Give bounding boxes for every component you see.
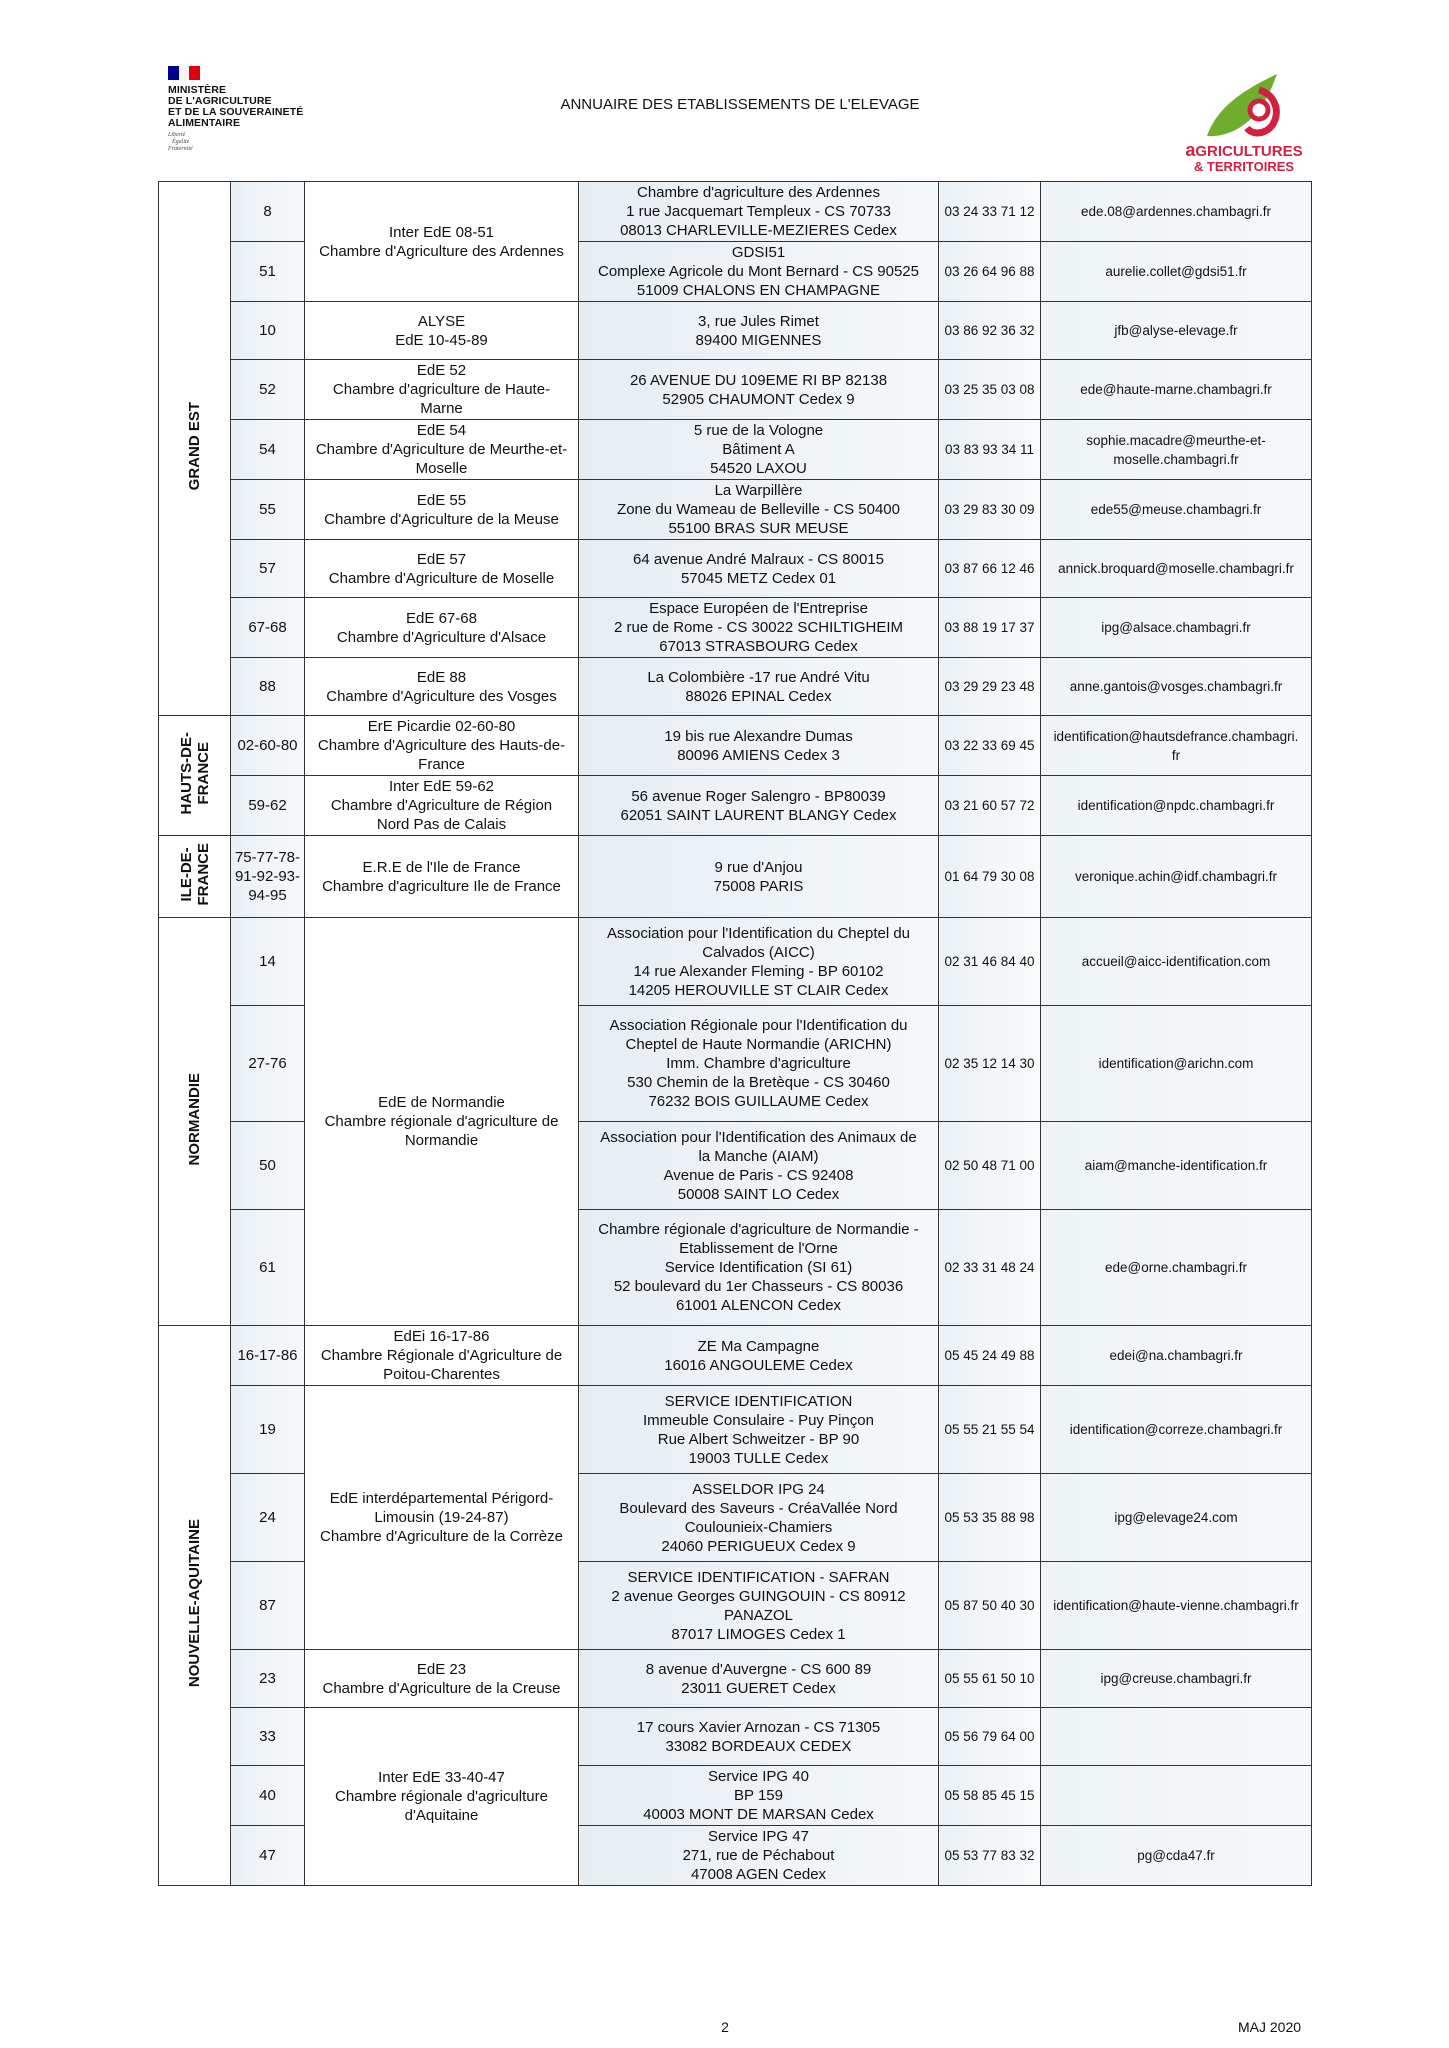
email-address: anne.gantois@vosges.chambagri.fr xyxy=(1041,658,1312,716)
address: SERVICE IDENTIFICATION Immeuble Consulaire - Puy Pinçon Rue Albert Schweitzer - BP 90 19003 TULLE Cedex xyxy=(579,1386,939,1474)
address: 8 avenue d'Auvergne - CS 600 89 23011 GUERET Cedex xyxy=(579,1650,939,1708)
table-row xyxy=(159,716,1312,776)
email-address: aiam@manche-identification.fr xyxy=(1041,1122,1312,1210)
email-address: ede@haute-marne.chambagri.fr xyxy=(1041,360,1312,420)
department-code: 59-62 xyxy=(231,776,305,836)
region-cell xyxy=(159,836,231,918)
department-code: 14 xyxy=(231,918,305,1006)
document-title: ANNUAIRE DES ETABLISSEMENTS DE L'ELEVAGE xyxy=(560,96,920,113)
table-row xyxy=(159,1708,1312,1766)
department-code: 57 xyxy=(231,540,305,598)
address: Association pour l'Identification des Animaux de la Manche (AIAM) Avenue de Paris - CS 92408 50008 SAINT LO Cedex xyxy=(579,1122,939,1210)
email-address: jfb@alyse-elevage.fr xyxy=(1041,302,1312,360)
department-code: 51 xyxy=(231,242,305,302)
phone-number: 05 53 77 83 32 xyxy=(939,1826,1041,1886)
department-code: 8 xyxy=(231,182,305,242)
organization-name: EdE 54 Chambre d'Agriculture de Meurthe-et- Moselle xyxy=(305,420,579,480)
phone-number: 05 53 35 88 98 xyxy=(939,1474,1041,1562)
organization-name: EdE 57 Chambre d'Agriculture de Moselle xyxy=(305,540,579,598)
table-row xyxy=(159,598,1312,658)
email-address: accueil@aicc-identification.com xyxy=(1041,918,1312,1006)
table-row xyxy=(159,360,1312,420)
phone-number: 03 86 92 36 32 xyxy=(939,302,1041,360)
department-code: 87 xyxy=(231,1562,305,1650)
phone-number: 05 56 79 64 00 xyxy=(939,1708,1041,1766)
phone-number: 02 35 12 14 30 xyxy=(939,1006,1041,1122)
address: SERVICE IDENTIFICATION - SAFRAN 2 avenue Georges GUINGOUIN - CS 80912 PANAZOL 87017 LIMOGES Cedex 1 xyxy=(579,1562,939,1650)
department-code: 19 xyxy=(231,1386,305,1474)
address: ASSELDOR IPG 24 Boulevard des Saveurs - CréaVallée Nord Coulounieix-Chamiers 24060 PERIGUEUX Cedex 9 xyxy=(579,1474,939,1562)
establishments-table xyxy=(158,181,1312,1886)
email-address: identification@arichn.com xyxy=(1041,1006,1312,1122)
phone-number: 05 58 85 45 15 xyxy=(939,1766,1041,1826)
email-address: ede55@meuse.chambagri.fr xyxy=(1041,480,1312,540)
brand-word: GRICULTURES xyxy=(1195,143,1303,160)
department-code: 40 xyxy=(231,1766,305,1826)
update-date: MAJ 2020 xyxy=(1238,2019,1302,2035)
email-address: identification@hautsdefrance.chambagri. fr xyxy=(1041,716,1312,776)
email-address: sophie.macadre@meurthe-et- moselle.chambagri.fr xyxy=(1041,420,1312,480)
email-address: identification@npdc.chambagri.fr xyxy=(1041,776,1312,836)
department-code: 54 xyxy=(231,420,305,480)
department-code: 47 xyxy=(231,1826,305,1886)
phone-number: 03 21 60 57 72 xyxy=(939,776,1041,836)
motto-line-1: Liberté xyxy=(168,132,186,138)
email-address: identification@correze.chambagri.fr xyxy=(1041,1386,1312,1474)
department-code: 67-68 xyxy=(231,598,305,658)
region-cell xyxy=(159,182,231,716)
phone-number: 02 31 46 84 40 xyxy=(939,918,1041,1006)
email-address: aurelie.collet@gdsi51.fr xyxy=(1041,242,1312,302)
department-code: 33 xyxy=(231,1708,305,1766)
table-row xyxy=(159,776,1312,836)
agricultures-territoires-logo xyxy=(1178,70,1310,174)
brand-line-2: & TERRITOIRES xyxy=(1193,159,1295,174)
region-cell xyxy=(159,716,231,836)
address: Service IPG 47 271, rue de Péchabout 47008 AGEN Cedex xyxy=(579,1826,939,1886)
motto-line-3: Fraternité xyxy=(168,146,193,152)
address: GDSI51 Complexe Agricole du Mont Bernard - CS 90525 51009 CHALONS EN CHAMPAGNE xyxy=(579,242,939,302)
department-code: 23 xyxy=(231,1650,305,1708)
organization-name: ALYSE EdE 10-45-89 xyxy=(305,302,579,360)
leaf-logo-icon xyxy=(1199,70,1289,140)
region-name: HAUTS-DE- FRANCE xyxy=(177,731,212,815)
region-cell xyxy=(159,1326,231,1886)
region-name: NORMANDIE xyxy=(186,1072,203,1166)
phone-number: 03 83 93 34 11 xyxy=(939,420,1041,480)
email-address: veronique.achin@idf.chambagri.fr xyxy=(1041,836,1312,918)
department-code: 88 xyxy=(231,658,305,716)
phone-number: 03 29 29 23 48 xyxy=(939,658,1041,716)
address: ZE Ma Campagne 16016 ANGOULEME Cedex xyxy=(579,1326,939,1386)
address: La Colombière -17 rue André Vitu 88026 EPINAL Cedex xyxy=(579,658,939,716)
phone-number: 05 45 24 49 88 xyxy=(939,1326,1041,1386)
organization-name: EdE 52 Chambre d'agriculture de Haute- Marne xyxy=(305,360,579,420)
organization-name: EdE interdépartemental Périgord- Limousin (19-24-87) Chambre d'Agriculture de la Corrèze xyxy=(305,1386,579,1650)
address: 17 cours Xavier Arnozan - CS 71305 33082 BORDEAUX CEDEX xyxy=(579,1708,939,1766)
address: 26 AVENUE DU 109EME RI BP 82138 52905 CHAUMONT Cedex 9 xyxy=(579,360,939,420)
organization-name: Inter EdE 59-62 Chambre d'Agriculture de Région Nord Pas de Calais xyxy=(305,776,579,836)
phone-number: 03 88 19 17 37 xyxy=(939,598,1041,658)
phone-number: 03 26 64 96 88 xyxy=(939,242,1041,302)
table-row xyxy=(159,836,1312,918)
department-code: 16-17-86 xyxy=(231,1326,305,1386)
region-name: GRAND EST xyxy=(186,401,203,491)
table-row xyxy=(159,480,1312,540)
address: Espace Européen de l'Entreprise 2 rue de Rome - CS 30022 SCHILTIGHEIM 67013 STRASBOURG Cedex xyxy=(579,598,939,658)
address: 64 avenue André Malraux - CS 80015 57045 METZ Cedex 01 xyxy=(579,540,939,598)
address: 5 rue de la Vologne Bâtiment A 54520 LAXOU xyxy=(579,420,939,480)
table-row xyxy=(159,540,1312,598)
organization-name: EdE de Normandie Chambre régionale d'agriculture de Normandie xyxy=(305,918,579,1326)
ministry-line-4: ALIMENTAIRE xyxy=(168,117,241,129)
ministry-line-1: MINISTÈRE xyxy=(168,84,227,96)
ministry-logo xyxy=(168,66,358,153)
phone-number: 02 50 48 71 00 xyxy=(939,1122,1041,1210)
motto-line-2: Égalité xyxy=(172,139,190,145)
organization-name: EdE 88 Chambre d'Agriculture des Vosges xyxy=(305,658,579,716)
brand-letter-a: a xyxy=(1185,140,1196,160)
phone-number: 05 55 61 50 10 xyxy=(939,1650,1041,1708)
email-address: edei@na.chambagri.fr xyxy=(1041,1326,1312,1386)
french-flag-icon xyxy=(168,66,200,80)
organization-name: EdE 23 Chambre d'Agriculture de la Creuse xyxy=(305,1650,579,1708)
phone-number: 03 25 35 03 08 xyxy=(939,360,1041,420)
email-address: ipg@alsace.chambagri.fr xyxy=(1041,598,1312,658)
email-address: identification@haute-vienne.chambagri.fr xyxy=(1041,1562,1312,1650)
address: Association Régionale pour l'Identification du Cheptel de Haute Normandie (ARICHN) Imm. Chambre d'agriculture 530 Chemin de la Bretèque - CS 30460 76232 BOIS GUILLAUME Cedex xyxy=(579,1006,939,1122)
phone-number: 01 64 79 30 08 xyxy=(939,836,1041,918)
organization-name: EdE 67-68 Chambre d'Agriculture d'Alsace xyxy=(305,598,579,658)
table-row xyxy=(159,302,1312,360)
address: 56 avenue Roger Salengro - BP80039 62051 SAINT LAURENT BLANGY Cedex xyxy=(579,776,939,836)
address: Chambre régionale d'agriculture de Normandie - Etablissement de l'Orne Service Identification (SI 61) 52 boulevard du 1er Chasseurs - CS 80036 61001 ALENCON Cedex xyxy=(579,1210,939,1326)
address: Chambre d'agriculture des Ardennes 1 rue Jacquemart Templeux - CS 70733 08013 CHARLEVILLE-MEZIERES Cedex xyxy=(579,182,939,242)
phone-number: 02 33 31 48 24 xyxy=(939,1210,1041,1326)
phone-number: 03 22 33 69 45 xyxy=(939,716,1041,776)
address: Association pour l'Identification du Cheptel du Calvados (AICC) 14 rue Alexander Fleming - BP 60102 14205 HEROUVILLE ST CLAIR Cedex xyxy=(579,918,939,1006)
table-row xyxy=(159,918,1312,1006)
table-row xyxy=(159,658,1312,716)
brand-line-1 xyxy=(1178,142,1310,160)
ministry-line-3: ET DE LA SOUVERAINETÉ xyxy=(168,106,304,118)
phone-number: 03 87 66 12 46 xyxy=(939,540,1041,598)
department-code: 10 xyxy=(231,302,305,360)
email-address xyxy=(1041,1708,1312,1766)
email-address: pg@cda47.fr xyxy=(1041,1826,1312,1886)
department-code: 75-77-78- 91-92-93- 94-95 xyxy=(231,836,305,918)
address: 19 bis rue Alexandre Dumas 80096 AMIENS Cedex 3 xyxy=(579,716,939,776)
email-address xyxy=(1041,1766,1312,1826)
email-address: ipg@creuse.chambagri.fr xyxy=(1041,1650,1312,1708)
phone-number: 03 24 33 71 12 xyxy=(939,182,1041,242)
department-code: 55 xyxy=(231,480,305,540)
page-number: 2 xyxy=(721,2019,729,2035)
organization-name: EdE 55 Chambre d'Agriculture de la Meuse xyxy=(305,480,579,540)
email-address: annick.broquard@moselle.chambagri.fr xyxy=(1041,540,1312,598)
department-code: 61 xyxy=(231,1210,305,1326)
table-row xyxy=(159,1326,1312,1386)
address: 3, rue Jules Rimet 89400 MIGENNES xyxy=(579,302,939,360)
address: 9 rue d'Anjou 75008 PARIS xyxy=(579,836,939,918)
table-row xyxy=(159,1386,1312,1474)
department-code: 24 xyxy=(231,1474,305,1562)
organization-name: E.R.E de l'Ile de France Chambre d'agriculture Ile de France xyxy=(305,836,579,918)
table-row xyxy=(159,1650,1312,1708)
email-address: ipg@elevage24.com xyxy=(1041,1474,1312,1562)
region-name: ILE-DE- FRANCE xyxy=(177,842,212,906)
organization-name: Inter EdE 33-40-47 Chambre régionale d'agriculture d'Aquitaine xyxy=(305,1708,579,1886)
table-row xyxy=(159,182,1312,242)
department-code: 02-60-80 xyxy=(231,716,305,776)
table-row xyxy=(159,420,1312,480)
organization-name: Inter EdE 08-51 Chambre d'Agriculture des Ardennes xyxy=(305,182,579,302)
phone-number: 05 87 50 40 30 xyxy=(939,1562,1041,1650)
phone-number: 05 55 21 55 54 xyxy=(939,1386,1041,1474)
phone-number: 03 29 83 30 09 xyxy=(939,480,1041,540)
ministry-line-2: DE L'AGRICULTURE xyxy=(168,95,272,107)
address: Service IPG 40 BP 159 40003 MONT DE MARSAN Cedex xyxy=(579,1766,939,1826)
organization-name: ErE Picardie 02-60-80 Chambre d'Agriculture des Hauts-de- France xyxy=(305,716,579,776)
address: La Warpillère Zone du Wameau de Belleville - CS 50400 55100 BRAS SUR MEUSE xyxy=(579,480,939,540)
department-code: 50 xyxy=(231,1122,305,1210)
department-code: 27-76 xyxy=(231,1006,305,1122)
email-address: ede@orne.chambagri.fr xyxy=(1041,1210,1312,1326)
motto xyxy=(168,132,358,153)
department-code: 52 xyxy=(231,360,305,420)
region-name: NOUVELLE-AQUITAINE xyxy=(186,1518,203,1688)
region-cell xyxy=(159,918,231,1326)
organization-name: EdEi 16-17-86 Chambre Régionale d'Agriculture de Poitou-Charentes xyxy=(305,1326,579,1386)
email-address: ede.08@ardennes.chambagri.fr xyxy=(1041,182,1312,242)
